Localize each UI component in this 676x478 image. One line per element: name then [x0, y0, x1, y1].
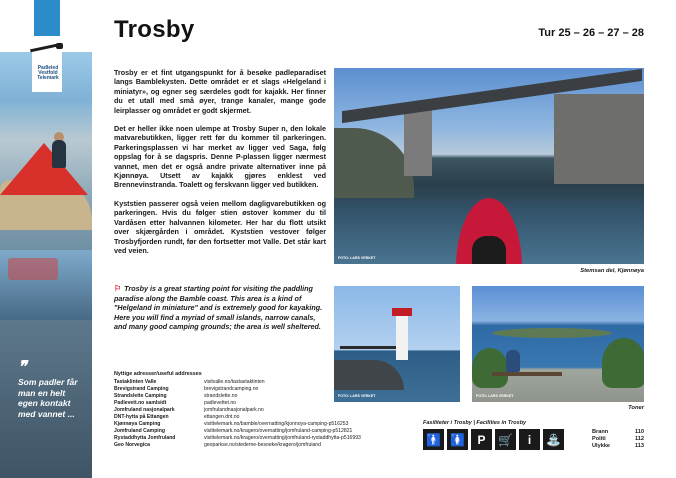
emergency-label: Ulykke — [592, 443, 611, 450]
emergency-row — [592, 443, 644, 450]
toilet-men-icon: 🚹 — [423, 429, 444, 450]
body-paragraph-2: Det er heller ikke noen ulempe at Trosby Super n, den lokale matvarebutikken, ligger rett før du kommer til parkeringen. Parkeringsplassen vi har merket av ligger ved Saga, følg oppslag for å se dagspris. Denne P-plassen ligger nærmest vannet, men det er også andre private alternativer inne på Kjønnøya. Utsett av kajakk gjøres enklest ved Brennevinstranda. Toalett og ferskvann ligger ved butikken. — [114, 124, 326, 190]
address-name: Strandslette Camping — [114, 393, 167, 400]
viewpoint-photo-caption: Toner — [628, 405, 644, 411]
person-image — [52, 140, 66, 168]
emergency-label: Politi — [592, 436, 606, 443]
main-photo-credit: FOTO: LARS VERKET — [338, 256, 376, 260]
quote-mark-icon: ❞ — [18, 359, 27, 376]
english-summary-text: Trosby is a great starting point for visiting the paddling paradise along the Bamble coast. This area is a kind of "Helgeland in miniature" and is extremely good for kayaking. Here you will find a myriad of small islands, narrow canals, and many good camping grounds; the area is well sheltered. — [114, 284, 323, 332]
emergency-numbers — [592, 429, 644, 451]
pier — [340, 346, 404, 349]
person-image — [506, 350, 520, 372]
address-name: Jomfruland Camping — [114, 428, 165, 435]
sidebar-quote — [18, 359, 84, 419]
address-row — [114, 421, 414, 428]
address-row — [114, 414, 414, 421]
address-row — [114, 428, 414, 435]
tree — [472, 348, 508, 388]
address-url[interactable]: visitvalle.no/tastastaktinten — [204, 379, 265, 385]
viewpoint-photo — [472, 286, 644, 402]
paddle-blade-icon — [56, 43, 63, 49]
parking-icon: P — [471, 429, 492, 450]
info-icon: i — [519, 429, 540, 450]
address-row — [114, 442, 414, 449]
address-url[interactable]: padlevettet.no — [204, 400, 237, 407]
address-name: Brevigstrand Camping — [114, 386, 169, 393]
bridge-pillar-right — [554, 94, 644, 184]
body-paragraph-1: Trosby er et fint utgangspunkt for å besøke padleparadiset langs Bamblekysten. Dette området er et slags «Helgeland i miniatyr», og egner seg særdeles godt for kajakk. Her finner du et utall med små øyer, trange kanaler, mange gode leirplasser og området er godt skjermet. — [114, 68, 326, 115]
emergency-label: Brann — [592, 429, 609, 435]
main-photo-caption: Stemsan del, Kjønnøya — [580, 268, 644, 274]
address-url[interactable]: visittelemark.no/bamble/overnatting/kjonnoya-camping-p516253 — [204, 421, 349, 428]
emergency-row — [592, 429, 644, 436]
bench — [492, 372, 562, 376]
address-name: Tastaklinten Valle — [114, 379, 157, 385]
body-text — [114, 68, 326, 264]
address-name: Kjønnøya Camping — [114, 421, 161, 428]
water-tap-icon: ⛲ — [543, 429, 564, 450]
lighthouse-photo-credit: FOTO: LARS VERKET — [338, 394, 376, 398]
address-url[interactable]: ettangen.dnt.no — [204, 414, 240, 421]
main-photo — [334, 68, 644, 264]
address-name: DNT-hytta på Ettangen — [114, 414, 169, 421]
english-summary — [114, 284, 326, 332]
lighthouse — [396, 314, 408, 360]
cliff — [334, 128, 414, 198]
facilities-label: Fasiliteter i Trosby | Facilities in Trosby — [423, 420, 527, 426]
lighthouse-top — [392, 308, 412, 316]
emergency-row — [592, 436, 644, 443]
body-paragraph-3: Kyststien passerer også veien mellom dagligvarebutikken og parkeringen. Hvis du følger stien østover kommer du til Vardåsen etter halvannen kilometer. Her har du flott utsikt over skjærgården i området. Kyststien vestover følger Trosbyfjorden rundt, før den fortsetter mot Valle. Det står kart ved veien. — [114, 198, 326, 255]
address-name: Jomfruland nasjonalpark — [114, 407, 175, 414]
emergency-number: 112 — [634, 436, 644, 443]
addresses-title: Nyttige adresser/useful addresses — [114, 371, 202, 377]
sidebar-photo-strip — [0, 0, 92, 478]
island — [492, 328, 612, 338]
address-url[interactable]: visittelemark.no/kragero/overnatting/jomfruland-rystaddhytta-p516993 — [204, 435, 361, 442]
address-url[interactable]: visittelemark.no/kragero/overnatting/jomfruland-camping-p512821 — [204, 428, 353, 435]
flag-icon: ⚐ — [114, 284, 122, 293]
tent-reflection — [8, 258, 58, 280]
toilet-women-icon: 🚺 — [447, 429, 468, 450]
emergency-number: 113 — [634, 443, 644, 450]
lighthouse-photo — [334, 286, 460, 402]
address-name: Rystaddhytta Jomfruland — [114, 435, 176, 442]
address-name: Padlevett.no samlsidt — [114, 400, 167, 407]
tour-numbers: Tur 25 – 26 – 27 – 28 — [538, 27, 644, 39]
emergency-number: 110 — [634, 429, 644, 435]
address-url[interactable]: strandslette.no — [204, 393, 238, 400]
address-url[interactable]: jomfrulandnasjonalpark.no — [204, 407, 264, 414]
tree — [602, 338, 644, 388]
kayak-cockpit — [472, 236, 506, 264]
facilities-icons — [423, 429, 564, 450]
logo-banner — [34, 0, 60, 36]
sidebar-quote-text: Som padler får man en helt egen kontakt med vannet ... — [18, 377, 78, 419]
page-title: Trosby — [114, 16, 195, 43]
address-name: Geo Norvegica — [114, 442, 150, 449]
tent-image — [0, 143, 88, 195]
shopping-cart-icon: 🛒 — [495, 429, 516, 450]
address-url[interactable]: geoparkse.no/stederne-besoeke/kragero/jomfruland — [204, 442, 321, 449]
logo-text: Padleled Vestfold Telemark — [37, 65, 59, 81]
bridge-pillar-left — [404, 106, 432, 176]
address-url[interactable]: brevigstrandcamping.no — [204, 386, 259, 393]
address-row — [114, 435, 414, 442]
viewpoint-photo-credit: FOTO: LARS VERKET — [476, 394, 514, 398]
rock — [334, 360, 404, 390]
